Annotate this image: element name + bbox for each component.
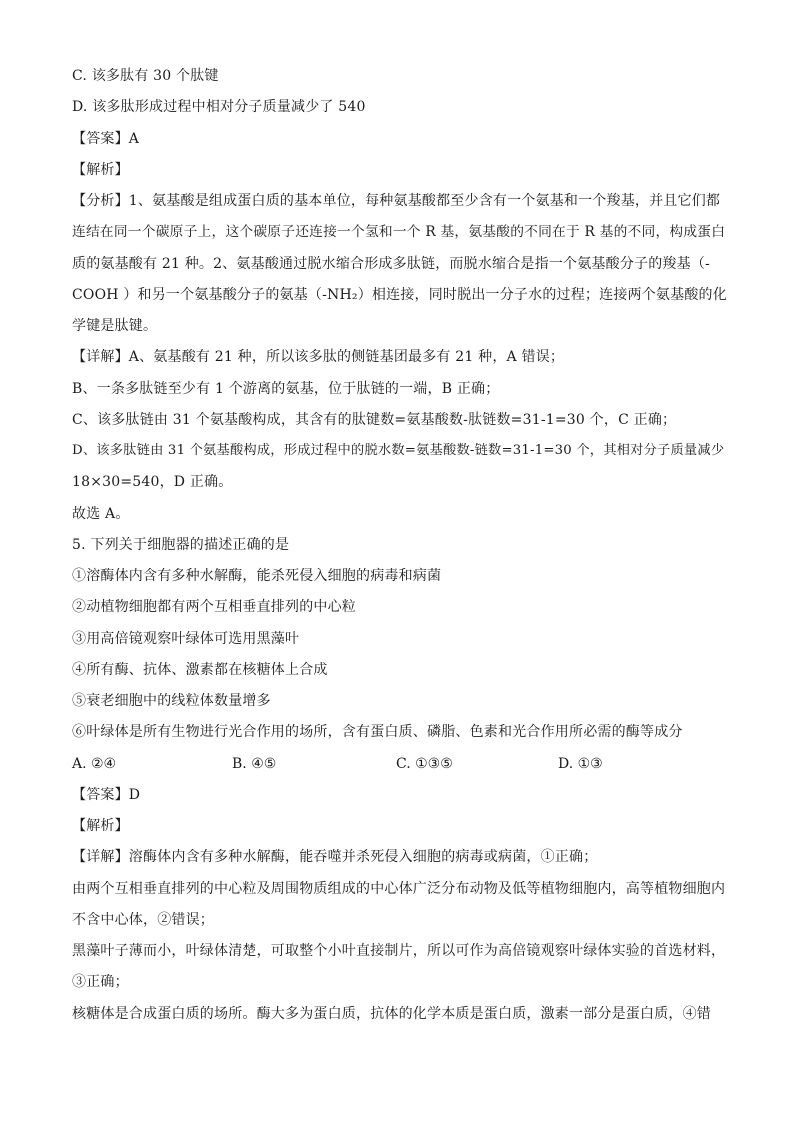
choice-d: D. ①③ <box>558 756 603 772</box>
option-d-line: D. 该多肽形成过程中相对分子质量减少了 540 <box>72 99 366 115</box>
statement-2: ②动植物细胞都有两个互相垂直排列的中心粒 <box>72 599 356 615</box>
analysis-heading: 【解析】 <box>72 818 129 834</box>
analysis-text-line: 质的氨基酸有 21 种。2、氨基酸通过脱水缩合形成多肽链，而脱水缩合是指一个氨基酸分子的羧基（- <box>72 256 710 272</box>
detail-line: 不含中心体，②错误； <box>72 912 214 928</box>
statement-6: ⑥叶绿体是所有生物进行光合作用的场所，含有蛋白质、磷脂、色素和光合作用所必需的酶等成分 <box>72 724 683 740</box>
conclusion-line: 故选 A。 <box>72 506 130 522</box>
statement-3: ③用高倍镜观察叶绿体可选用黑藻叶 <box>72 631 300 647</box>
question-5-stem: 5. 下列关于细胞器的描述正确的是 <box>72 537 290 553</box>
choice-b: B. ④⑤ <box>232 756 277 772</box>
statement-5: ⑤衰老细胞中的线粒体数量增多 <box>72 693 271 709</box>
analysis-text-line: 学键是肽键。 <box>72 318 158 334</box>
detail-line: 核糖体是合成蛋白质的场所。酶大多为蛋白质，抗体的化学本质是蛋白质，激素一部分是蛋白质，④错 <box>72 1006 711 1022</box>
detail-line: 【详解】A、氨基酸有 21 种，所以该多肽的侧链基团最多有 21 种，A 错误； <box>72 349 565 365</box>
answer-line: 【答案】A <box>72 131 140 147</box>
answer-line: 【答案】D <box>72 787 141 803</box>
detail-line: ③正确； <box>72 974 129 990</box>
option-c-line: C. 该多肽有 30 个肽键 <box>72 68 219 84</box>
detail-line: C、该多肽链由 31 个氨基酸构成，其含有的肽键数=氨基酸数-肽链数=31-1=30 个，C 正确； <box>72 412 677 428</box>
analysis-text-line: COOH ）和另一个氨基酸分子的氨基（-NH₂）相连接，同时脱出一分子水的过程；连接两个氨基酸的化 <box>72 287 727 303</box>
detail-line: 【详解】溶酶体内含有多种水解酶，能吞噬并杀死侵入细胞的病毒或病菌，①正确； <box>72 849 598 865</box>
detail-line: 由两个互相垂直排列的中心粒及周围物质组成的中心体广泛分布动物及低等植物细胞内，高等植物细胞内 <box>72 881 726 897</box>
analysis-text-line: 【分析】1、氨基酸是组成蛋白质的基本单位，每种氨基酸都至少含有一个氨基和一个羧基，并且它们都 <box>72 193 721 209</box>
detail-line: B、一条多肽链至少有 1 个游离的氨基，位于肽链的一端，B 正确； <box>72 381 500 397</box>
detail-line: 18×30=540，D 正确。 <box>72 474 233 490</box>
choice-a: A. ②④ <box>72 756 117 772</box>
analysis-text-line: 连结在同一个碳原子上，这个碳原子还连接一个氢和一个 R 基，氨基酸的不同在于 R 基的不同，构成蛋白 <box>72 224 726 240</box>
detail-line: D、该多肽链由 31 个氨基酸构成，形成过程中的脱水数=氨基酸数-链数=31-1=30 个，其相对分子质量减少 <box>72 443 725 458</box>
statement-1: ①溶酶体内含有多种水解酶，能杀死侵入细胞的病毒和病菌 <box>72 568 442 584</box>
choice-c: C. ①③⑤ <box>396 756 453 772</box>
analysis-heading: 【解析】 <box>72 162 129 178</box>
statement-4: ④所有酶、抗体、激素都在核糖体上合成 <box>72 662 328 678</box>
detail-line: 黑藻叶子薄而小，叶绿体清楚，可取整个小叶直接制片，所以可作为高倍镜观察叶绿体实验的首选材料， <box>72 943 726 959</box>
